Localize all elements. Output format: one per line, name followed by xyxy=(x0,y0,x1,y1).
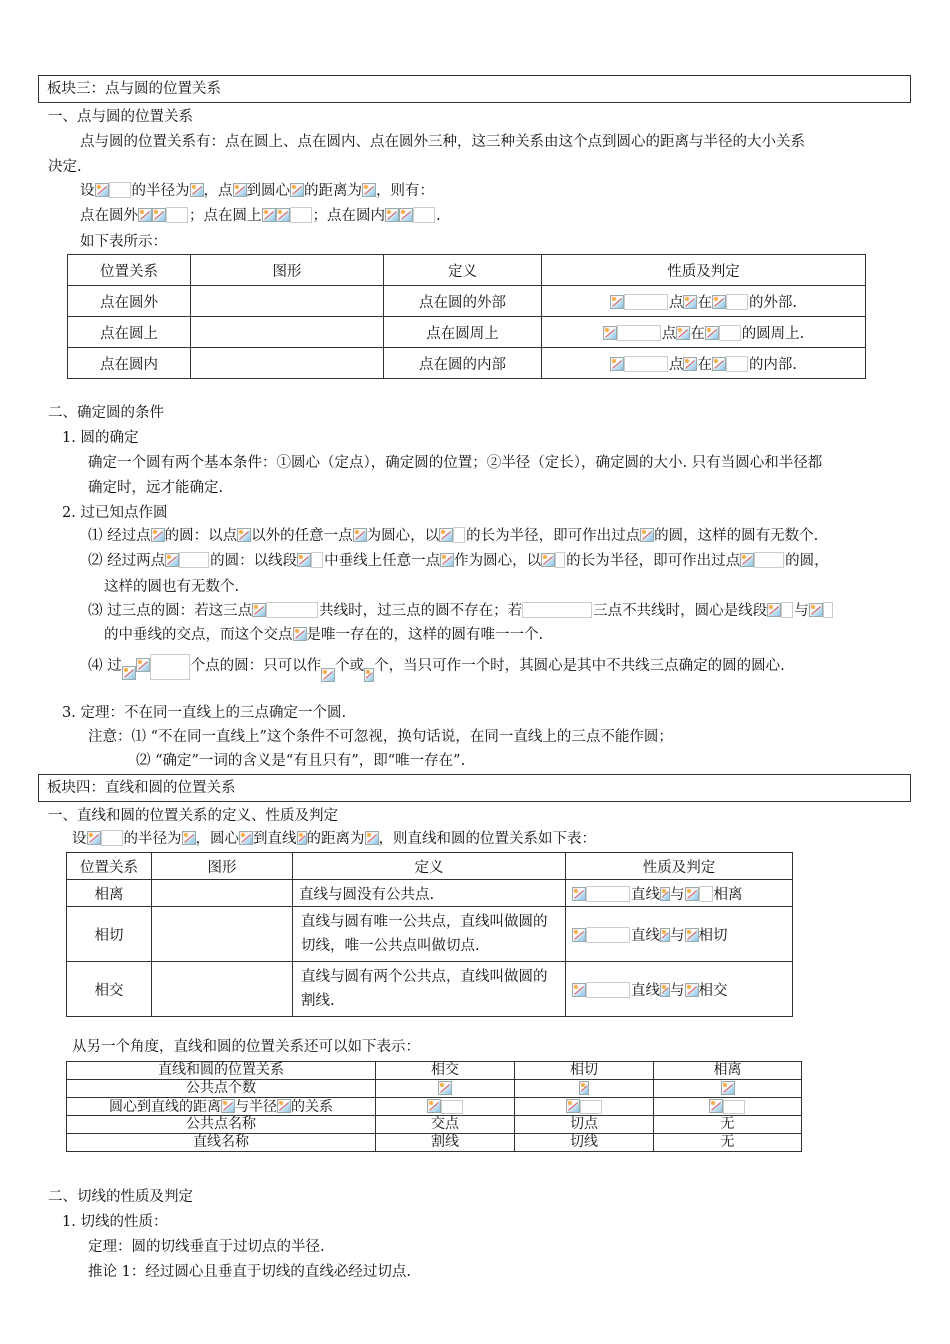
formula-image-icon xyxy=(221,1099,235,1113)
text: 个点的圆：只可以作 xyxy=(190,658,322,674)
formula-image-icon xyxy=(676,326,690,340)
relation-cell: 相交 xyxy=(67,962,152,1017)
subsection-2: 2. 过已知点作圆 xyxy=(62,505,168,521)
formula-image-icon xyxy=(610,295,624,309)
formula-blank xyxy=(586,982,630,998)
formula-image-icon xyxy=(709,1099,723,1113)
formula-blank xyxy=(290,207,312,223)
table-row xyxy=(67,1080,802,1098)
formula-image-icon xyxy=(365,831,379,845)
value-cell: 切线 xyxy=(515,1134,654,1152)
text: 与 xyxy=(670,982,685,999)
text: ；点在圆内 xyxy=(312,208,385,224)
formula-image-icon xyxy=(138,208,152,222)
formula-image-icon xyxy=(190,183,204,197)
table-row xyxy=(68,317,866,348)
formula-image-icon xyxy=(95,183,109,197)
figure-cell xyxy=(152,907,293,962)
section3-para3 xyxy=(80,206,441,226)
subsection-1-text-a: 确定一个圆有两个基本条件：①圆心（定点），确定圆的位置；②半径（定长），确定圆的大小. 只有当圆心和半径都 xyxy=(88,455,823,471)
text: 为圆心，以 xyxy=(366,528,440,544)
formula-image-icon xyxy=(290,183,304,197)
text: ⑷ 过 xyxy=(88,658,122,674)
table-row xyxy=(67,1134,802,1152)
formula-image-icon xyxy=(438,1081,452,1095)
section3-heading2: 二、确定圆的条件 xyxy=(48,405,164,421)
item-1 xyxy=(88,526,818,546)
text: 与 xyxy=(670,886,685,903)
header-cell: 图形 xyxy=(191,255,384,286)
formula-blank xyxy=(453,527,465,543)
text: 的中垂线的交点，而这个交点 xyxy=(104,627,293,643)
formula-image-icon xyxy=(809,603,823,617)
formula-image-icon xyxy=(767,603,781,617)
text: 设 xyxy=(72,831,87,847)
formula-image-icon xyxy=(685,887,699,901)
line-circle-table xyxy=(66,852,793,1017)
relation-cell: 相离 xyxy=(67,880,152,907)
formula-image-icon xyxy=(541,553,555,567)
formula-blank xyxy=(624,356,668,372)
header-cell: 位置关系 xyxy=(68,255,191,286)
relation-cell: 相切 xyxy=(67,907,152,962)
table-row xyxy=(68,286,866,317)
text: 的长为半径，即可作出过点 xyxy=(566,553,741,569)
text: 直线 xyxy=(631,927,660,944)
subsection-3: 3. 定理：不在同一直线上的三点确定一个圆. xyxy=(62,705,347,721)
formula-blank xyxy=(754,552,784,568)
property-cell xyxy=(542,286,866,317)
formula-image-icon xyxy=(152,208,166,222)
formula-image-icon xyxy=(233,183,247,197)
row-label: 公共点个数 xyxy=(67,1080,376,1098)
relation-cell: 点在圆上 xyxy=(68,317,191,348)
formula-image-icon xyxy=(640,528,654,542)
formula-image-icon xyxy=(321,668,335,682)
table-row xyxy=(67,880,793,907)
header-cell: 图形 xyxy=(152,853,293,880)
corollary-1: 推论 1：经过圆心且垂直于切线的直线必经过切点. xyxy=(88,1264,411,1280)
text: 个，当只可作一个时，其圆心是其中不共线三点确定的圆的圆心. xyxy=(374,658,785,674)
formula-image-icon xyxy=(660,928,670,942)
figure-cell xyxy=(191,286,384,317)
header-cell: 性质及判定 xyxy=(566,853,793,880)
formula-image-icon xyxy=(182,831,196,845)
row-label: 公共点名称 xyxy=(67,1116,376,1134)
text: 与 xyxy=(670,927,685,944)
header-cell: 相离 xyxy=(654,1062,802,1080)
header-cell: 相切 xyxy=(515,1062,654,1080)
property-cell xyxy=(566,962,793,1017)
formula-image-icon xyxy=(685,928,699,942)
text: 的圆，这样的圆有无数个. xyxy=(654,528,819,544)
formula-image-icon xyxy=(427,1099,441,1113)
text: 的圆周上. xyxy=(741,325,805,342)
subsection-1-text-b: 确定时，远才能确定. xyxy=(88,480,224,496)
text: 以外的任意一点 xyxy=(251,528,353,544)
text: 点 xyxy=(668,294,684,311)
section3-title-box xyxy=(38,75,911,103)
text: 的关系 xyxy=(291,1098,333,1115)
text: 的半径为 xyxy=(131,183,190,199)
text: ，则有： xyxy=(376,183,434,199)
formula-image-icon xyxy=(610,357,624,371)
text: ，则直线和圆的位置关系如下表： xyxy=(378,831,596,847)
formula-image-icon xyxy=(683,295,697,309)
formula-blank xyxy=(586,886,630,902)
text: ⑴ 经过点 xyxy=(88,528,151,544)
formula-blank xyxy=(109,182,131,198)
formula-blank xyxy=(781,602,793,618)
item-4 xyxy=(88,654,785,682)
formula-blank xyxy=(586,927,630,943)
value-cell xyxy=(515,1080,654,1098)
item-2-cont: 这样的圆也有无数个. xyxy=(104,579,240,595)
value-cell xyxy=(376,1098,515,1116)
section4-para1 xyxy=(72,829,596,849)
formula-image-icon xyxy=(136,658,150,672)
text: 与 xyxy=(794,603,809,619)
header-cell: 直线和圆的位置关系 xyxy=(67,1062,376,1080)
section4-heading2: 二、切线的性质及判定 xyxy=(48,1189,193,1205)
formula-image-icon xyxy=(721,1081,735,1095)
item-3-cont xyxy=(104,625,543,645)
section4-title-box xyxy=(38,774,911,802)
definition-cell: 点在圆的内部 xyxy=(384,348,542,379)
line-circle-summary-table xyxy=(66,1061,802,1152)
text: ，点 xyxy=(203,183,233,199)
formula-image-icon xyxy=(705,326,719,340)
table-header-row xyxy=(67,853,793,880)
formula-blank xyxy=(555,552,565,568)
header-cell: 定义 xyxy=(293,853,566,880)
formula-image-icon xyxy=(353,528,367,542)
section3-heading1: 一、点与圆的位置关系 xyxy=(48,109,193,125)
value-cell: 无 xyxy=(654,1134,802,1152)
figure-cell xyxy=(191,348,384,379)
text: 到直线 xyxy=(253,831,297,847)
formula-image-icon xyxy=(579,1081,589,1095)
item-2 xyxy=(88,551,829,571)
formula-blank xyxy=(699,886,713,902)
formula-image-icon xyxy=(740,553,754,567)
text: 相交 xyxy=(698,982,728,999)
formula-image-icon xyxy=(572,928,586,942)
note-1: 注意：⑴ “不在同一直线上”这个条件不可忽视，换句话说，在同一直线上的三点不能作圆； xyxy=(88,729,673,745)
formula-image-icon xyxy=(239,831,253,845)
header-cell: 性质及判定 xyxy=(542,255,866,286)
section4-subsection-1: 1. 切线的性质： xyxy=(62,1214,168,1230)
formula-image-icon xyxy=(362,183,376,197)
definition-cell: 点在圆的外部 xyxy=(384,286,542,317)
header-cell: 位置关系 xyxy=(67,853,152,880)
text: 点 xyxy=(668,356,684,373)
note-2: ⑵ “确定”一词的含义是“有且只有”，即“唯一存在”. xyxy=(136,753,466,769)
value-cell xyxy=(654,1080,802,1098)
text: 的圆：以线段 xyxy=(210,553,298,569)
section4-para2: 从另一个角度，直线和圆的位置关系还可以如下表示： xyxy=(72,1039,420,1055)
formula-blank xyxy=(266,602,318,618)
section3-para2 xyxy=(80,181,434,201)
text: 点 xyxy=(661,325,677,342)
formula-image-icon xyxy=(572,887,586,901)
text: 的长为半径，即可作出过点 xyxy=(466,528,641,544)
value-cell: 无 xyxy=(654,1116,802,1134)
formula-image-icon xyxy=(364,668,374,682)
definition-cell: 直线与圆没有公共点. xyxy=(293,880,566,907)
text: 个或 xyxy=(335,658,365,674)
text: 相切 xyxy=(698,927,728,944)
text: 的外部. xyxy=(748,294,798,311)
formula-image-icon xyxy=(297,553,311,567)
property-cell xyxy=(542,317,866,348)
formula-blank xyxy=(311,552,323,568)
formula-blank xyxy=(726,294,748,310)
text: 直线 xyxy=(631,982,660,999)
section3-para1b: 决定. xyxy=(48,159,82,175)
table-row xyxy=(67,962,793,1017)
text: 到圆心 xyxy=(246,183,290,199)
formula-image-icon xyxy=(685,983,699,997)
text: 的内部. xyxy=(748,356,798,373)
theorem: 定理：圆的切线垂直于过切点的半径. xyxy=(88,1239,325,1255)
value-cell xyxy=(376,1080,515,1098)
formula-blank xyxy=(441,1100,463,1114)
formula-image-icon xyxy=(276,208,290,222)
value-cell xyxy=(654,1098,802,1116)
text: 相离 xyxy=(713,886,743,903)
text: 中垂线上任意一点 xyxy=(324,553,441,569)
formula-image-icon xyxy=(683,357,697,371)
property-cell xyxy=(566,880,793,907)
formula-blank xyxy=(179,552,209,568)
text: 圆心到直线的距离 xyxy=(109,1098,221,1115)
text: 在 xyxy=(697,294,712,311)
subsection-1: 1. 圆的确定 xyxy=(62,430,139,446)
text: 的距离为 xyxy=(304,183,362,199)
property-cell xyxy=(542,348,866,379)
table-row xyxy=(67,1098,802,1116)
point-circle-table xyxy=(67,254,866,379)
figure-cell xyxy=(191,317,384,348)
formula-image-icon xyxy=(385,208,399,222)
text: ；点在圆上 xyxy=(189,208,262,224)
value-cell: 交点 xyxy=(376,1116,515,1134)
text: 在 xyxy=(690,325,705,342)
text: 是唯一存在的，这样的圆有唯一一个. xyxy=(306,627,544,643)
text: 与半径 xyxy=(235,1098,277,1115)
formula-image-icon xyxy=(399,208,413,222)
relation-cell: 点在圆内 xyxy=(68,348,191,379)
formula-image-icon xyxy=(566,1099,580,1113)
formula-image-icon xyxy=(151,528,165,542)
formula-blank xyxy=(522,602,592,618)
text: ⑵ 经过两点 xyxy=(88,553,166,569)
text: ⑶ 过三点的圆：若这三点 xyxy=(88,603,253,619)
section4-title: 板块四：直线和圆的位置关系 xyxy=(47,780,236,796)
formula-image-icon xyxy=(297,831,307,845)
table-row xyxy=(67,907,793,962)
formula-image-icon xyxy=(603,326,617,340)
formula-image-icon xyxy=(165,553,179,567)
formula-blank xyxy=(624,294,668,310)
formula-image-icon xyxy=(712,357,726,371)
formula-image-icon xyxy=(439,528,453,542)
value-cell: 切点 xyxy=(515,1116,654,1134)
definition-cell: 直线与圆有两个公共点，直线叫做圆的割线. xyxy=(293,962,566,1017)
section3-para1a: 点与圆的位置关系有：点在圆上、点在圆内、点在圆外三种，这三种关系由这个点到圆心的距离与半径的大小关系 xyxy=(80,134,805,150)
section3-title: 板块三：点与圆的位置关系 xyxy=(47,81,221,97)
formula-blank xyxy=(617,325,661,341)
text: 直线 xyxy=(631,886,660,903)
definition-cell: 直线与圆有唯一公共点，直线叫做圆的切线，唯一公共点叫做切点. xyxy=(293,907,566,962)
figure-cell xyxy=(152,962,293,1017)
value-cell: 割线 xyxy=(376,1134,515,1152)
text: 三点不共线时，圆心是线段 xyxy=(593,603,768,619)
text: 的距离为 xyxy=(306,831,365,847)
formula-blank xyxy=(726,356,748,372)
formula-image-icon xyxy=(277,1099,291,1113)
formula-image-icon xyxy=(660,887,670,901)
header-cell: 相交 xyxy=(376,1062,515,1080)
formula-blank xyxy=(166,207,188,223)
formula-blank xyxy=(101,830,123,846)
section4-heading1: 一、直线和圆的位置关系的定义、性质及判定 xyxy=(48,808,338,824)
formula-blank xyxy=(719,325,741,341)
value-cell xyxy=(515,1098,654,1116)
text: 在 xyxy=(697,356,712,373)
figure-cell xyxy=(152,880,293,907)
text: 的圆， xyxy=(785,553,829,569)
section3-para4: 如下表所示： xyxy=(80,234,167,250)
formula-image-icon xyxy=(262,208,276,222)
table-header-row xyxy=(68,255,866,286)
formula-blank xyxy=(823,602,833,618)
formula-blank xyxy=(150,654,190,680)
formula-image-icon xyxy=(572,983,586,997)
row-label xyxy=(67,1098,376,1116)
formula-image-icon xyxy=(712,295,726,309)
item-3 xyxy=(88,601,834,621)
text: 设 xyxy=(80,183,95,199)
relation-cell: 点在圆外 xyxy=(68,286,191,317)
definition-cell: 点在圆周上 xyxy=(384,317,542,348)
formula-blank xyxy=(413,207,435,223)
row-label: 直线名称 xyxy=(67,1134,376,1152)
table-row xyxy=(68,348,866,379)
table-row xyxy=(67,1116,802,1134)
property-cell xyxy=(566,907,793,962)
text: 的圆：以点 xyxy=(164,528,238,544)
formula-image-icon xyxy=(660,983,670,997)
header-cell: 定义 xyxy=(384,255,542,286)
formula-image-icon xyxy=(252,603,266,617)
text: 的半径为 xyxy=(123,831,182,847)
formula-image-icon xyxy=(87,831,101,845)
text: 点在圆外 xyxy=(80,208,138,224)
formula-image-icon xyxy=(440,553,454,567)
formula-blank xyxy=(723,1100,745,1114)
formula-blank xyxy=(580,1100,602,1114)
text: 共线时，过三点的圆不存在；若 xyxy=(319,603,523,619)
text: ，圆心 xyxy=(195,831,239,847)
formula-image-icon xyxy=(293,627,307,641)
text: . xyxy=(436,208,441,224)
table-header-row xyxy=(67,1062,802,1080)
formula-image-icon xyxy=(122,666,136,680)
text: 作为圆心，以 xyxy=(454,553,542,569)
formula-image-icon xyxy=(237,528,251,542)
